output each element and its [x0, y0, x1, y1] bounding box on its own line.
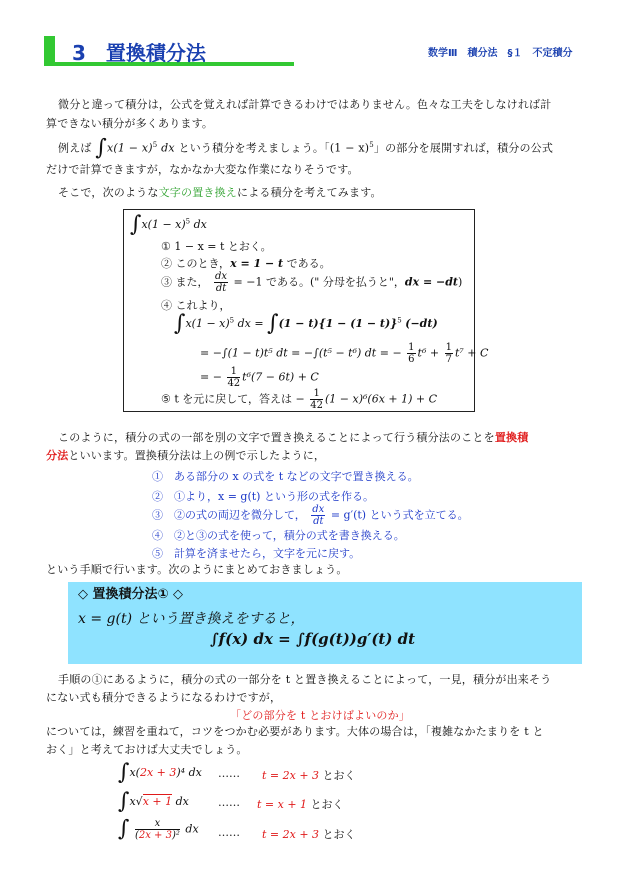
intro-paragraph-2: 例えば $\int x(1 - x)^5$ dx という積分を考えましょう。「$(1 - x)^5$」の部分を展開すれば，積分の公式: [58, 135, 554, 161]
after-line-3: については，練習を重ねて，コツをつかむ必要があります。大体の場合は，「複雑なかたまりを t と: [46, 725, 544, 738]
after-line-1: 手順の①にあるように，積分の式の一部分を t と置き換えることによって，一見，積分が出来そう: [58, 673, 552, 686]
highlight-text: 文字の置き換え: [158, 186, 237, 199]
section-label: 数学Ⅲ 積分法 §１ 不定積分: [428, 48, 573, 59]
after-quote: 「どの部分を t とおけばよいのか」: [230, 709, 411, 722]
after-line-2: にない式も積分できるようになるわけですが，: [46, 691, 282, 704]
example-row-2-sub: t = x + 1 とおく: [257, 798, 344, 811]
example-line-7: = − $\frac{1}{42}$ t⁶(7 − 6t) + C: [200, 366, 319, 389]
explain-line-2: 分法といいます。置換積分法は上の例で示したように，: [46, 449, 326, 462]
example-head: $\int x(1 - x)^5$ dx: [130, 212, 207, 237]
example-step-3: ③ また， $\frac{dx}{dt}$ = −1 である。(" 分母を払うと"，dx = −dt): [161, 271, 463, 294]
intro-paragraph-1: 微分と違って積分は，公式を覚えれば計算できるわけではありません。色々な工夫をしなければ計 算できない積分が多くあります。: [46, 98, 552, 130]
procedure-step-3: ③ ②の式の両辺を微分して， $\frac{dx}{dt}$ = g′(t) という式を立てる。: [152, 504, 469, 527]
example-row-1: ∫x(2x + 3)⁴ dx: [118, 760, 202, 785]
example-step-1: ① 1 − x = t とおく。: [161, 240, 272, 253]
example-row-1-dots: ……: [218, 767, 240, 780]
example-step-2: ② このとき，x = 1 − t である。: [161, 257, 331, 270]
procedure-step-2: ② ①より，x = g(t) という形の式を作る。: [152, 490, 374, 503]
summary-line: という手順で行います。次のようにまとめておきましょう。: [46, 563, 348, 576]
example-row-1-sub: t = 2x + 3 とおく: [262, 769, 356, 782]
example-line-5: $\int x(1 - x)^5$ dx = $\int(1 - t)\{1 - (1 - t)\}^5$ (−dt): [174, 311, 438, 336]
example-row-3-dots: ……: [218, 826, 240, 839]
example-line-6: = −∫(1 − t)t⁵ dt = −∫(t⁵ − t⁶) dt = − $\frac{1}{6}$ t⁶ + $\frac{1}{7}$ t⁷ + C: [200, 342, 489, 365]
example-step-5: ⑤ t を元に戻して，答えは − $\frac{1}{42}$ (1 − x)⁶(6x + 1) + C: [161, 388, 438, 411]
procedure-step-1: ① ある部分の x の式を t などの文字で置き換える。: [152, 470, 419, 483]
integral-sign: ∫: [95, 135, 107, 161]
after-line-4: おく」と考えておけば大丈夫でしょう。: [46, 743, 248, 756]
formula-title: ◇ 置換積分法① ◇: [78, 587, 184, 602]
example-row-2: ∫x√x + 1 dx: [118, 789, 189, 814]
formula-line-2: ∫f(x) dx = ∫f(g(t))g′(t) dt: [210, 630, 416, 648]
example-row-3-sub: t = 2x + 3 とおく: [262, 828, 356, 841]
formula-line-1: x = g(t) という置き換えをすると，: [78, 611, 305, 627]
example-step-4: ④ これより，: [161, 299, 231, 312]
procedure-step-5: ⑤ 計算を済ませたら，文字を元に戻す。: [152, 547, 361, 560]
page-title: 3 置換積分法: [72, 41, 206, 65]
example-row-3: ∫ $\frac{x}{\text{(2x + 3)²}}$ dx: [118, 816, 199, 842]
procedure-step-4: ④ ②と③の式を使って，積分の式を書き換える。: [152, 529, 405, 542]
header-accent-bar: [44, 36, 55, 64]
intro-paragraph-3: そこで，次のような文字の置き換えによる積分を考えてみます。: [58, 186, 382, 199]
explain-line-1: このように，積分の式の一部を別の文字で置き換えることによって行う積分法のことを置換積: [58, 431, 529, 444]
example-box: [123, 209, 489, 412]
example-row-2-dots: ……: [218, 796, 240, 809]
intro-paragraph-2-line2: だけで計算できますが，なかなか大変な作業になりそうです。: [46, 163, 359, 176]
